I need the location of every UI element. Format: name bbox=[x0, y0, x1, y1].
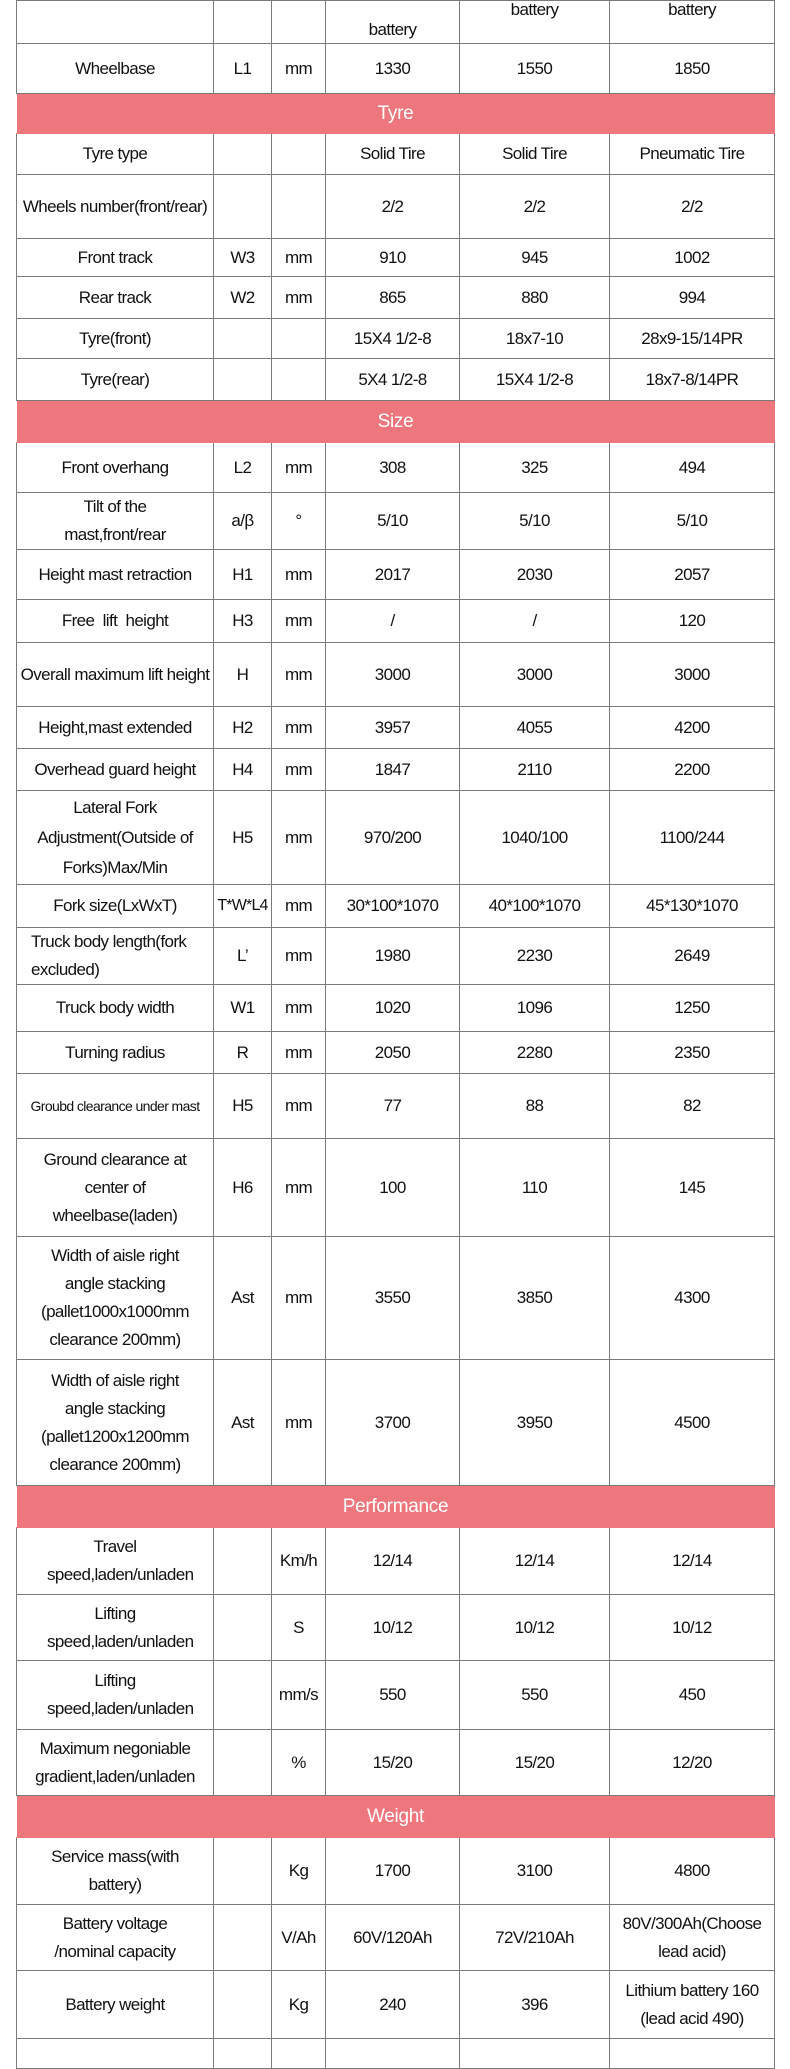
value-cell: 3950 bbox=[460, 1360, 610, 1486]
symbol-cell: W1 bbox=[214, 985, 272, 1032]
symbol-cell bbox=[214, 1528, 272, 1595]
value-cell: 2/2 bbox=[460, 175, 610, 239]
value-cell: 2110 bbox=[460, 749, 610, 791]
symbol-cell: R bbox=[214, 1032, 272, 1074]
value-cell: 1100/244 bbox=[610, 791, 775, 885]
table-row bbox=[17, 1971, 775, 2039]
symbol-cell: L’ bbox=[214, 928, 272, 985]
value-cell: 5/10 bbox=[326, 493, 460, 550]
value-cell: 1020 bbox=[326, 985, 460, 1032]
unit-cell: mm bbox=[272, 1139, 326, 1237]
section-title: Weight bbox=[17, 1796, 775, 1838]
param-cell: Maximum negoniable gradient,laden/unladen bbox=[17, 1730, 214, 1796]
table-row bbox=[17, 1, 775, 44]
value-cell: 970/200 bbox=[326, 791, 460, 885]
value-cell: 60V/120Ah bbox=[326, 1905, 460, 1971]
value-cell: 12/14 bbox=[460, 1528, 610, 1595]
table-row bbox=[17, 1074, 775, 1139]
symbol-cell: Ast bbox=[214, 1237, 272, 1360]
value-cell: 10/12 bbox=[460, 1595, 610, 1661]
unit-cell: mm bbox=[272, 44, 326, 94]
table-row bbox=[17, 885, 775, 928]
table-row bbox=[17, 493, 775, 550]
value-cell: 3957 bbox=[326, 707, 460, 749]
table-row bbox=[17, 643, 775, 707]
value-cell: 1002 bbox=[610, 239, 775, 277]
value-cell: 120 bbox=[610, 600, 775, 643]
value-cell: battery bbox=[460, 1, 610, 44]
table-row bbox=[17, 277, 775, 319]
value-cell: 2200 bbox=[610, 749, 775, 791]
value-cell: 12/14 bbox=[610, 1528, 775, 1595]
table-row bbox=[17, 2039, 775, 2069]
value-cell: 945 bbox=[460, 239, 610, 277]
value-cell: Pneumatic Tire bbox=[610, 134, 775, 175]
unit-cell: mm bbox=[272, 277, 326, 319]
value-cell: 110 bbox=[460, 1139, 610, 1237]
unit-cell: V/Ah bbox=[272, 1905, 326, 1971]
section-title: Size bbox=[17, 401, 775, 443]
value-cell: 10/12 bbox=[610, 1595, 775, 1661]
value-cell: 30*100*1070 bbox=[326, 885, 460, 928]
param-cell: Tyre type bbox=[17, 134, 214, 175]
table-row bbox=[17, 319, 775, 359]
symbol-cell bbox=[214, 1730, 272, 1796]
value-cell: Solid Tire bbox=[460, 134, 610, 175]
unit-cell: mm bbox=[272, 928, 326, 985]
unit-cell: mm bbox=[272, 443, 326, 493]
value-cell: 1250 bbox=[610, 985, 775, 1032]
value-cell: 2/2 bbox=[326, 175, 460, 239]
unit-cell: Kg bbox=[272, 1971, 326, 2039]
value-cell: 45*130*1070 bbox=[610, 885, 775, 928]
unit-cell: Kg bbox=[272, 1838, 326, 1905]
value-cell: 2350 bbox=[610, 1032, 775, 1074]
value-cell: 18x7-8/14PR bbox=[610, 359, 775, 401]
value-cell: Lithium battery 160 (lead acid 490) bbox=[610, 1971, 775, 2039]
spec-table bbox=[16, 0, 775, 2069]
value-cell: 3700 bbox=[326, 1360, 460, 1486]
unit-cell: mm bbox=[272, 1360, 326, 1486]
param-cell bbox=[17, 1, 214, 44]
param-cell: Overall maximum lift height bbox=[17, 643, 214, 707]
section-title: Performance bbox=[17, 1486, 775, 1528]
param-cell: Lifting speed,laden/unladen bbox=[17, 1595, 214, 1661]
value-cell: 2649 bbox=[610, 928, 775, 985]
symbol-cell: W2 bbox=[214, 277, 272, 319]
value-cell: 450 bbox=[610, 1661, 775, 1730]
table-row bbox=[17, 1661, 775, 1730]
table-row bbox=[17, 359, 775, 401]
unit-cell: mm bbox=[272, 600, 326, 643]
table-row bbox=[17, 1838, 775, 1905]
param-cell: Battery weight bbox=[17, 1971, 214, 2039]
value-cell: 15X4 1/2-8 bbox=[326, 319, 460, 359]
value-cell: 308 bbox=[326, 443, 460, 493]
value-cell: 3000 bbox=[460, 643, 610, 707]
table-row bbox=[17, 928, 775, 985]
section-title: Tyre bbox=[17, 94, 775, 134]
unit-cell: mm bbox=[272, 707, 326, 749]
value-cell: 865 bbox=[326, 277, 460, 319]
table-row bbox=[17, 1360, 775, 1486]
param-cell: Height,mast extended bbox=[17, 707, 214, 749]
value-cell: 550 bbox=[460, 1661, 610, 1730]
value-cell: Solid Tire bbox=[326, 134, 460, 175]
value-cell: 2030 bbox=[460, 550, 610, 600]
section-header-size bbox=[17, 401, 775, 443]
unit-cell: mm bbox=[272, 1032, 326, 1074]
value-cell: 12/14 bbox=[326, 1528, 460, 1595]
value-cell: 1850 bbox=[610, 44, 775, 94]
symbol-cell: H6 bbox=[214, 1139, 272, 1237]
param-cell: Overhead guard height bbox=[17, 749, 214, 791]
value-cell: 994 bbox=[610, 277, 775, 319]
value-cell: 4500 bbox=[610, 1360, 775, 1486]
symbol-cell: T*W*L4 bbox=[214, 885, 272, 928]
value-cell: 12/20 bbox=[610, 1730, 775, 1796]
param-cell bbox=[17, 2039, 214, 2069]
param-cell: Free lift height bbox=[17, 600, 214, 643]
symbol-cell: L1 bbox=[214, 44, 272, 94]
param-cell: Wheels number(front/rear) bbox=[17, 175, 214, 239]
value-cell: 100 bbox=[326, 1139, 460, 1237]
table-row bbox=[17, 749, 775, 791]
param-cell: Front track bbox=[17, 239, 214, 277]
value-cell: 3000 bbox=[610, 643, 775, 707]
section-header-tyre bbox=[17, 94, 775, 134]
value-cell: 1700 bbox=[326, 1838, 460, 1905]
value-cell: 1847 bbox=[326, 749, 460, 791]
table-row bbox=[17, 1905, 775, 1971]
value-cell: battery bbox=[610, 1, 775, 44]
value-cell: 4800 bbox=[610, 1838, 775, 1905]
symbol-cell: L2 bbox=[214, 443, 272, 493]
value-cell: 18x7-10 bbox=[460, 319, 610, 359]
value-cell: 40*100*1070 bbox=[460, 885, 610, 928]
value-cell: 550 bbox=[326, 1661, 460, 1730]
value-cell bbox=[460, 2039, 610, 2069]
unit-cell bbox=[272, 359, 326, 401]
param-cell: Tilt of the mast,front/rear bbox=[17, 493, 214, 550]
value-cell: 910 bbox=[326, 239, 460, 277]
symbol-cell: H3 bbox=[214, 600, 272, 643]
table-row bbox=[17, 1595, 775, 1661]
symbol-cell bbox=[214, 1661, 272, 1730]
value-cell: 5/10 bbox=[460, 493, 610, 550]
value-cell: 77 bbox=[326, 1074, 460, 1139]
value-cell: 3850 bbox=[460, 1237, 610, 1360]
value-cell: 80V/300Ah(Choose lead acid) bbox=[610, 1905, 775, 1971]
unit-cell: ° bbox=[272, 493, 326, 550]
value-cell: 325 bbox=[460, 443, 610, 493]
table-row bbox=[17, 1730, 775, 1796]
unit-cell bbox=[272, 134, 326, 175]
unit-cell bbox=[272, 175, 326, 239]
value-cell: 2230 bbox=[460, 928, 610, 985]
unit-cell: mm bbox=[272, 1074, 326, 1139]
param-cell: Wheelbase bbox=[17, 44, 214, 94]
param-cell: Width of aisle right angle stacking (pallet1000x1000mm clearance 200mm) bbox=[17, 1237, 214, 1360]
value-cell: / bbox=[460, 600, 610, 643]
unit-cell: mm bbox=[272, 985, 326, 1032]
value-cell bbox=[326, 2039, 460, 2069]
symbol-cell bbox=[214, 359, 272, 401]
param-cell: Width of aisle right angle stacking (pallet1200x1200mm clearance 200mm) bbox=[17, 1360, 214, 1486]
value-cell: 1096 bbox=[460, 985, 610, 1032]
param-cell: Truck body length(fork excluded) bbox=[17, 928, 214, 985]
param-cell: Truck body width bbox=[17, 985, 214, 1032]
param-cell: Service mass(with battery) bbox=[17, 1838, 214, 1905]
symbol-cell: W3 bbox=[214, 239, 272, 277]
value-cell: 2/2 bbox=[610, 175, 775, 239]
value-cell: 145 bbox=[610, 1139, 775, 1237]
param-cell: Travel speed,laden/unladen bbox=[17, 1528, 214, 1595]
value-cell: 1040/100 bbox=[460, 791, 610, 885]
param-cell: Battery voltage /nominal capacity bbox=[17, 1905, 214, 1971]
value-cell: 15X4 1/2-8 bbox=[460, 359, 610, 401]
param-cell: Height mast retraction bbox=[17, 550, 214, 600]
table-row bbox=[17, 44, 775, 94]
unit-cell: mm bbox=[272, 885, 326, 928]
value-cell: 28x9-15/14PR bbox=[610, 319, 775, 359]
table-row bbox=[17, 985, 775, 1032]
symbol-cell: H bbox=[214, 643, 272, 707]
unit-cell bbox=[272, 319, 326, 359]
param-cell: Tyre(rear) bbox=[17, 359, 214, 401]
table-row bbox=[17, 443, 775, 493]
value-cell: 240 bbox=[326, 1971, 460, 2039]
value-cell: 4200 bbox=[610, 707, 775, 749]
value-cell: 396 bbox=[460, 1971, 610, 2039]
param-cell: Rear track bbox=[17, 277, 214, 319]
table-row bbox=[17, 239, 775, 277]
value-cell: 3000 bbox=[326, 643, 460, 707]
param-cell: Fork size(LxWxT) bbox=[17, 885, 214, 928]
param-cell: Ground clearance at center of wheelbase(laden) bbox=[17, 1139, 214, 1237]
value-cell: 5X4 1/2-8 bbox=[326, 359, 460, 401]
value-cell: 2280 bbox=[460, 1032, 610, 1074]
symbol-cell: a/β bbox=[214, 493, 272, 550]
symbol-cell: Ast bbox=[214, 1360, 272, 1486]
symbol-cell bbox=[214, 1971, 272, 2039]
value-cell bbox=[610, 2039, 775, 2069]
value-cell: 15/20 bbox=[326, 1730, 460, 1796]
unit-cell: mm bbox=[272, 550, 326, 600]
value-cell: 4055 bbox=[460, 707, 610, 749]
value-cell: 494 bbox=[610, 443, 775, 493]
symbol-cell bbox=[214, 1838, 272, 1905]
value-cell: 2017 bbox=[326, 550, 460, 600]
symbol-cell: H4 bbox=[214, 749, 272, 791]
symbol-cell bbox=[214, 134, 272, 175]
unit-cell: mm/s bbox=[272, 1661, 326, 1730]
symbol-cell: H5 bbox=[214, 791, 272, 885]
value-cell: 10/12 bbox=[326, 1595, 460, 1661]
unit-cell bbox=[272, 1, 326, 44]
table-row bbox=[17, 1032, 775, 1074]
table-row bbox=[17, 134, 775, 175]
value-cell: battery bbox=[326, 1, 460, 44]
value-cell: 82 bbox=[610, 1074, 775, 1139]
value-cell: 1980 bbox=[326, 928, 460, 985]
spec-sheet bbox=[16, 0, 774, 2069]
param-cell: Groubd clearance under mast bbox=[17, 1074, 214, 1139]
value-cell: 3100 bbox=[460, 1838, 610, 1905]
value-cell: 88 bbox=[460, 1074, 610, 1139]
unit-cell: mm bbox=[272, 1237, 326, 1360]
value-cell: 72V/210Ah bbox=[460, 1905, 610, 1971]
symbol-cell bbox=[214, 319, 272, 359]
table-row bbox=[17, 550, 775, 600]
section-header-weight bbox=[17, 1796, 775, 1838]
param-cell: Turning radius bbox=[17, 1032, 214, 1074]
symbol-cell: H2 bbox=[214, 707, 272, 749]
value-cell: 15/20 bbox=[460, 1730, 610, 1796]
table-row bbox=[17, 1139, 775, 1237]
symbol-cell bbox=[214, 1595, 272, 1661]
section-header-performance bbox=[17, 1486, 775, 1528]
param-cell: Front overhang bbox=[17, 443, 214, 493]
symbol-cell: H1 bbox=[214, 550, 272, 600]
value-cell: 5/10 bbox=[610, 493, 775, 550]
unit-cell bbox=[272, 2039, 326, 2069]
symbol-cell bbox=[214, 2039, 272, 2069]
value-cell: 1330 bbox=[326, 44, 460, 94]
unit-cell: mm bbox=[272, 643, 326, 707]
table-row bbox=[17, 600, 775, 643]
symbol-cell bbox=[214, 1905, 272, 1971]
value-cell: 2057 bbox=[610, 550, 775, 600]
table-row bbox=[17, 1528, 775, 1595]
value-cell: 880 bbox=[460, 277, 610, 319]
param-cell: Tyre(front) bbox=[17, 319, 214, 359]
unit-cell: mm bbox=[272, 239, 326, 277]
unit-cell: S bbox=[272, 1595, 326, 1661]
table-row bbox=[17, 175, 775, 239]
unit-cell: Km/h bbox=[272, 1528, 326, 1595]
param-cell: Lateral Fork Adjustment(Outside of Forks)Max/Min bbox=[17, 791, 214, 885]
symbol-cell: H5 bbox=[214, 1074, 272, 1139]
value-cell: 4300 bbox=[610, 1237, 775, 1360]
value-cell: / bbox=[326, 600, 460, 643]
unit-cell: mm bbox=[272, 749, 326, 791]
value-cell: 1550 bbox=[460, 44, 610, 94]
value-cell: 2050 bbox=[326, 1032, 460, 1074]
symbol-cell bbox=[214, 175, 272, 239]
table-row bbox=[17, 791, 775, 885]
symbol-cell bbox=[214, 1, 272, 44]
table-row bbox=[17, 1237, 775, 1360]
value-cell: 3550 bbox=[326, 1237, 460, 1360]
table-row bbox=[17, 707, 775, 749]
unit-cell: mm bbox=[272, 791, 326, 885]
param-cell: Lifting speed,laden/unladen bbox=[17, 1661, 214, 1730]
unit-cell: % bbox=[272, 1730, 326, 1796]
